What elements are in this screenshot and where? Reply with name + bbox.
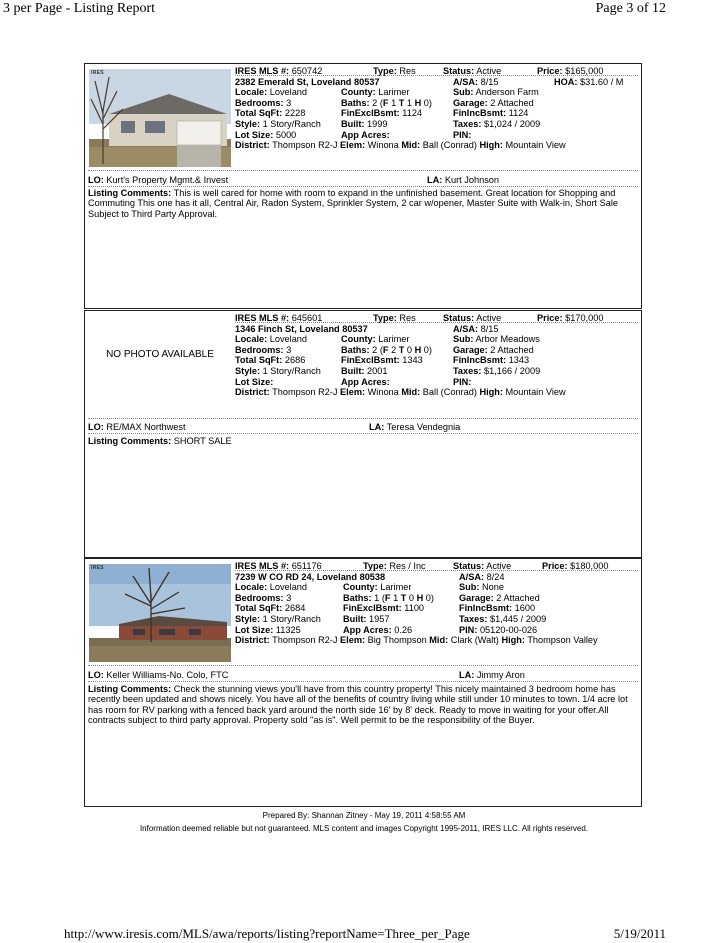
listing-details: IRES MLS #: 651176 Type: Res / Inc Status: Active Price: $180,000 7239 W CO RD 24, Loveland 80538 A/SA: 8/24 Locale: Loveland County: Larimer Sub: None Bedrooms: 3 Baths: 1 (F 1 T 0 H 0) Garage: 2 Attached Total SqFt: 2684 FinExclBsmt: 1100 FinIncBsmt: 1600 Style: 1 Story/Ranch Built: 1957 Taxes: $1,445 / 2009 Lot Size: 11325 App Acres: 0.26 PIN: 05120-00-026 District: Thompson R2-J Elem: Big Thompson Mid: Clark (Walt) High: Thompson Valley [235,561,609,646]
listing-card [84,310,642,558]
listing-agent: LA: Kurt Johnson [427,175,500,185]
listing-card [84,63,642,309]
prepared-by: Prepared By: Shannan Zitney - May 19, 2011 4:58:55 AM [262,811,466,820]
footer-url[interactable]: http://www.iresis.com/MLS/awa/reports/listing?reportName=Three_per_Page [64,926,470,941]
no-photo-label: NO PHOTO AVAILABLE [106,349,214,360]
listing-agent: LA: Jimmy Aron [459,670,525,680]
listing-photo [89,564,231,662]
listing-comments: Listing Comments: This is well cared for home with room to expand in the unfinished basement. Great location for Shopping and Commuting This one has it all, Central Air, Radon System, Sprinkler System, 2 car w/opener, Master Suite with Walk-in, Short Sale Subject to Third Party Approval. [88,188,619,219]
footer-date: 5/19/2011 [613,926,666,941]
report-title: 3 per Page - Listing Report [3,1,156,16]
page-number: Page 3 of 12 [595,1,666,16]
listing-details: IRES MLS #: 645601 Type: Res Status: Active Price: $170,000 1346 Finch St, Loveland 80537 A/SA: 8/15 Locale: Loveland County: Larimer Sub: Arbor Meadows Bedrooms: 3 Baths: 2 (F 2 T 0 H 0) Garage: 2 Attached Total SqFt: 2686 FinExclBsmt: 1343 FinIncBsmt: 1343 Style: 1 Story/Ranch Built: 2001 Taxes: $1,166 / 2009 Lot Size: App Acres: PIN: District: Thompson R2-J Elem: Winona Mid: Ball (Conrad) High: Mountain View [235,313,604,398]
listing-office: LO: Keller Williams-No. Colo, FTC [88,670,229,680]
ires-logo: IRES [91,565,104,571]
listing-comments: Listing Comments: SHORT SALE [88,436,232,446]
listing-card [84,558,642,807]
listing-comments: Listing Comments: Check the stunning views you'll have from this country property! This nicely maintained 3 bedroom home has recently been updated and shows nicely. You have all of the benefits of country living while still under 10 minutes to town. 1/4 acre lot has room for RV parking with a fenced back yard around the north side 16' by 8' deck. Ready to move in waiting for your offer.All contracts subject to third party approval. Property sold "as is". Well permit to be the responsibility of the Buyer. [88,684,628,726]
listing-photo [89,69,231,167]
listing-details: IRES MLS #: 650742 Type: Res Status: Active Price: $165,000 2382 Emerald St, Loveland 80537 A/SA: 8/15 HOA: $31.60 / M Locale: Loveland County: Larimer Sub: Anderson Farm Bedrooms: 3 Baths: 2 (F 1 T 1 H 0) Garage: 2 Attached Total SqFt: 2228 FinExclBsmt: 1124 FinIncBsmt: 1124 Style: 1 Story/Ranch Built: 1999 Taxes: $1,024 / 2009 Lot Size: 5000 App Acres: PIN: District: Thompson R2-J Elem: Winona Mid: Ball (Conrad) High: Mountain View [235,66,624,151]
ires-logo: IRES [91,70,104,76]
listing-agent: LA: Teresa Vendegnia [369,422,461,432]
disclaimer: Information deemed reliable but not guaranteed. MLS content and images Copyright 1995-2011, IRES LLC. All rights reserved. [139,824,589,833]
listing-office: LO: RE/MAX Northwest [88,422,186,432]
listing-office: LO: Kurt's Property Mgmt.& Invest [88,175,229,185]
